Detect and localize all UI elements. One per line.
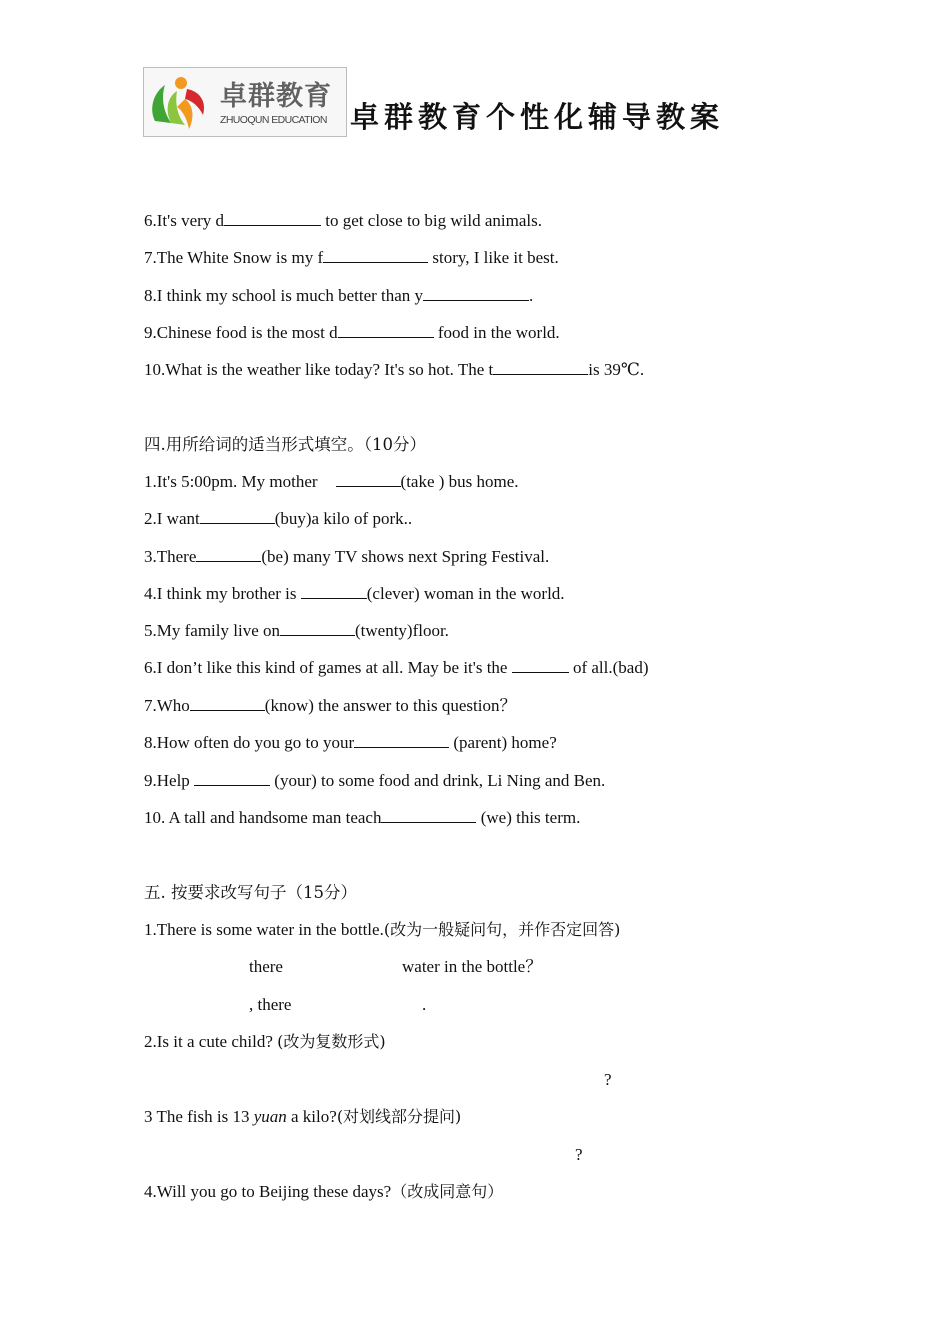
answer-blank[interactable] [200, 509, 275, 524]
document-title: 卓群教育个性化辅导教案 [350, 100, 725, 134]
answer-blank[interactable] [190, 696, 265, 711]
logo [143, 67, 347, 137]
exercise-5-item-4: 4.Will you go to Beijing these days?（改成同意句） [144, 1182, 504, 1201]
exercise-5-item-1-answer-line-2-end: . [422, 995, 427, 1014]
answer-blank[interactable] [336, 472, 401, 487]
exercise-5-item-3-answer-end: ? [575, 1145, 583, 1164]
answer-blank[interactable] [301, 584, 367, 599]
exercise-4-item-5: 5.My family live on (twenty)floor. [144, 621, 449, 640]
answer-blank[interactable] [338, 323, 434, 338]
exercise-5-item-1: 1.There is some water in the bottle.(改为一般疑问句，并作否定回答) [144, 920, 621, 939]
exercise-5-item-3: 3 The fish is 13 yuan a kilo?(对划线部分提问) [144, 1107, 462, 1126]
logo-english-text: ZHUOQUN EDUCATION [220, 114, 327, 126]
exercise-5-item-1-answer-line-1-end: water in the bottle？ [402, 957, 543, 976]
exercise-5-item-2: 2.Is it a cute child? (改为复数形式) [144, 1032, 386, 1051]
answer-blank[interactable] [196, 547, 261, 562]
section-4-title: 四.用所给词的适当形式填空。（10分） [144, 435, 426, 454]
answer-blank[interactable] [354, 733, 449, 748]
answer-blank[interactable] [381, 808, 476, 823]
exercise-3-item-8: 8.I think my school is much better than y . [144, 286, 534, 305]
exercise-4-item-2: 2.I want (buy)a kilo of pork.. [144, 509, 413, 528]
exercise-3-item-6: 6.It's very d to get close to big wild animals. [144, 211, 542, 230]
answer-blank[interactable] [194, 771, 270, 786]
exercise-4-item-7: 7.Who (know) the answer to this question？ [144, 696, 517, 715]
page-header [143, 67, 743, 139]
exercise-4-item-10: 10. A tall and handsome man teach (we) this term. [144, 808, 581, 827]
exercise-3-item-9: 9.Chinese food is the most d food in the world. [144, 323, 560, 342]
section-5-title: 五. 按要求改写句子（15分） [144, 883, 357, 902]
exercise-5-item-2-answer-end: ? [604, 1070, 612, 1089]
exercise-4-item-9: 9.Help (your) to some food and drink, Li Ning and Ben. [144, 771, 606, 790]
answer-blank[interactable] [512, 658, 569, 673]
exercise-5-item-1-answer-line-1: there [249, 957, 283, 976]
exercise-3-item-10: 10.What is the weather like today? It's so hot. The t is 39℃. [144, 360, 645, 379]
exercise-4-item-3: 3.There (be) many TV shows next Spring Festival. [144, 547, 550, 566]
answer-blank[interactable] [224, 211, 321, 226]
answer-blank[interactable] [493, 360, 588, 375]
answer-blank[interactable] [423, 286, 529, 301]
answer-blank[interactable] [280, 621, 355, 636]
exercise-3-item-7: 7.The White Snow is my f story, I like it best. [144, 248, 559, 267]
answer-blank[interactable] [323, 248, 428, 263]
logo-chinese-text: 卓群教育 [220, 81, 332, 112]
exercise-4-item-4: 4.I think my brother is (clever) woman in the world. [144, 584, 565, 603]
exercise-4-item-6: 6.I don’t like this kind of games at all. May be it's the of all.(bad) [144, 658, 649, 677]
exercise-5-item-1-answer-line-2: , there [249, 995, 292, 1014]
exercise-4-item-8: 8.How often do you go to your (parent) home? [144, 733, 557, 752]
logo-mark-icon [147, 71, 217, 135]
exercise-4-item-1: 1.It's 5:00pm. My mother (take ) bus home. [144, 472, 519, 491]
